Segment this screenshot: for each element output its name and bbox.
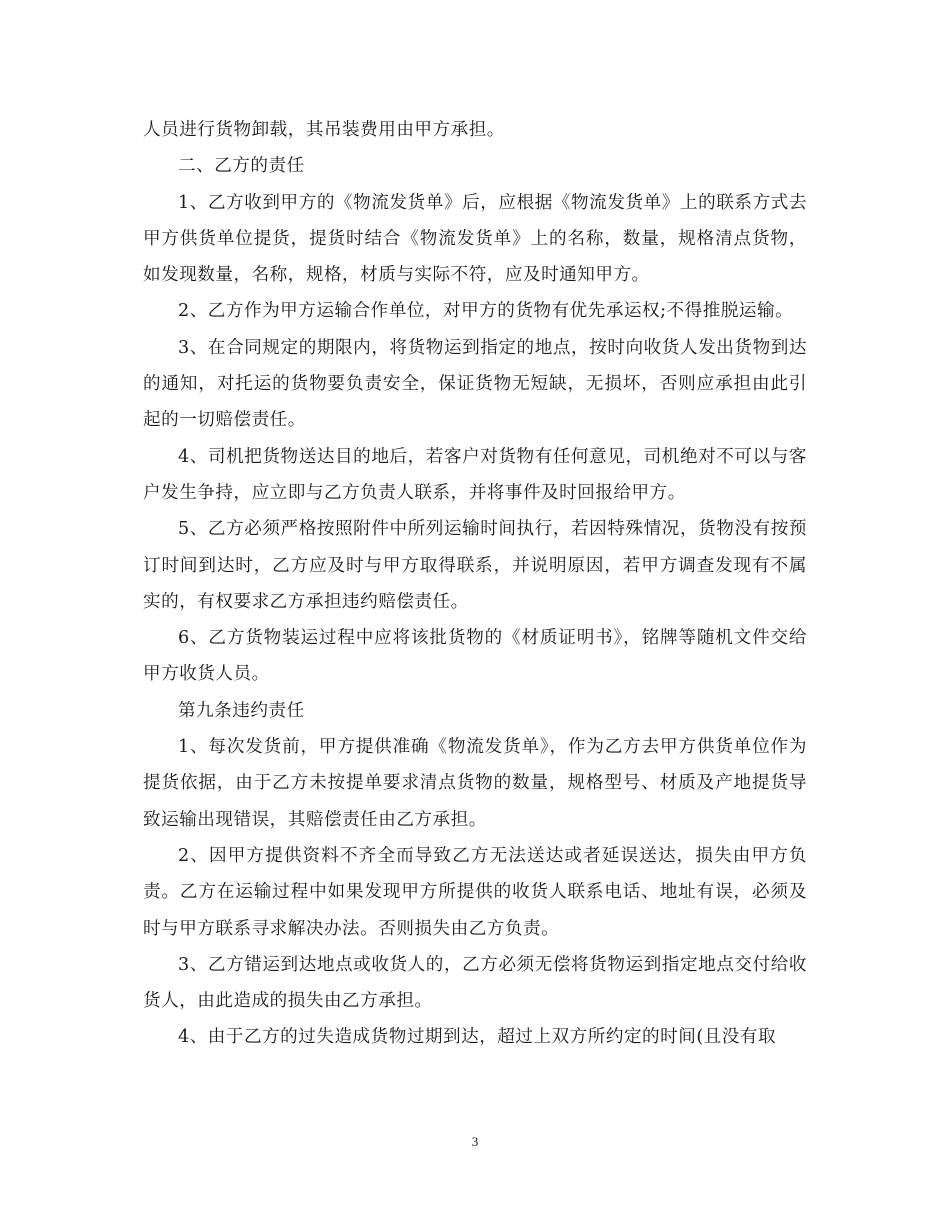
paragraph-breach-4: 4、由于乙方的过失造成货物过期到达，超过上双方所约定的时间(且没有取 [178, 1027, 777, 1048]
page-number: 3 [471, 1134, 479, 1149]
paragraph-clause-2: 2、乙方作为甲方运输合作单位，对甲方的货物有优先承运权;不得推脱运输。 [178, 301, 794, 322]
paragraph-clause-4: 4、司机把货物送达目的地后，若客户对货物有任何意见，司机绝对不可以与客户发生争持，应立即与乙方负责人联系，并将事件及时回报给甲方。 [143, 446, 807, 503]
paragraph-clause-5: 5、乙方必须严格按照附件中所列运输时间执行，若因特殊情况，货物没有按预订时间到达时，乙方应及时与甲方取得联系，并说明原因，若甲方调查发现有不属实的，有权要求乙方承担违约赔偿责任。 [143, 519, 807, 612]
article-heading-breach-liability: 第九条违约责任 [178, 700, 305, 721]
paragraph-clause-3: 3、在合同规定的期限内，将货物运到指定的地点，按时向收货人发出货物到达的通知，对托运的货物要负责安全，保证货物无短缺，无损坏，否则应承担由此引起的一切赔偿责任。 [143, 337, 807, 431]
paragraph-clause-1: 1、乙方收到甲方的《物流发货单》后，应根据《物流发货单》上的联系方式去甲方供货单位提货，提货时结合《物流发货单》上的名称，数量，规格清点货物，如发现数量，名称，规格，材质与实际不符，应及时通知甲方。 [143, 192, 807, 286]
section-heading-party-b-responsibility: 二、乙方的责任 [178, 156, 305, 177]
paragraph-breach-1: 1、每次发货前，甲方提供准确《物流发货单》，作为乙方去甲方供货单位作为提货依据，由于乙方未按提单要求清点货物的数量，规格型号、材质及产地提货导致运输出现错误，其赔偿责任由乙方承担。 [143, 737, 807, 830]
paragraph-breach-3: 3、乙方错运到达地点或收货人的，乙方必须无偿将货物运到指定地点交付给收货人，由此造成的损失由乙方承担。 [143, 954, 807, 1012]
paragraph-breach-2: 2、因甲方提供资料不齐全而导致乙方无法送达或者延误送达，损失由甲方负责。乙方在运输过程中如果发现甲方所提供的收货人联系电话、地址有误，必须及时与甲方联系寻求解决办法。否则损失由乙方负责。 [143, 845, 807, 939]
paragraph-continuation: 人员进行货物卸载，其吊装费用由甲方承担。 [143, 120, 505, 140]
document-body [143, 112, 807, 1056]
paragraph-clause-6: 6、乙方货物装运过程中应将该批货物的《材质证明书》，铭牌等随机文件交给甲方收货人员。 [143, 628, 807, 685]
